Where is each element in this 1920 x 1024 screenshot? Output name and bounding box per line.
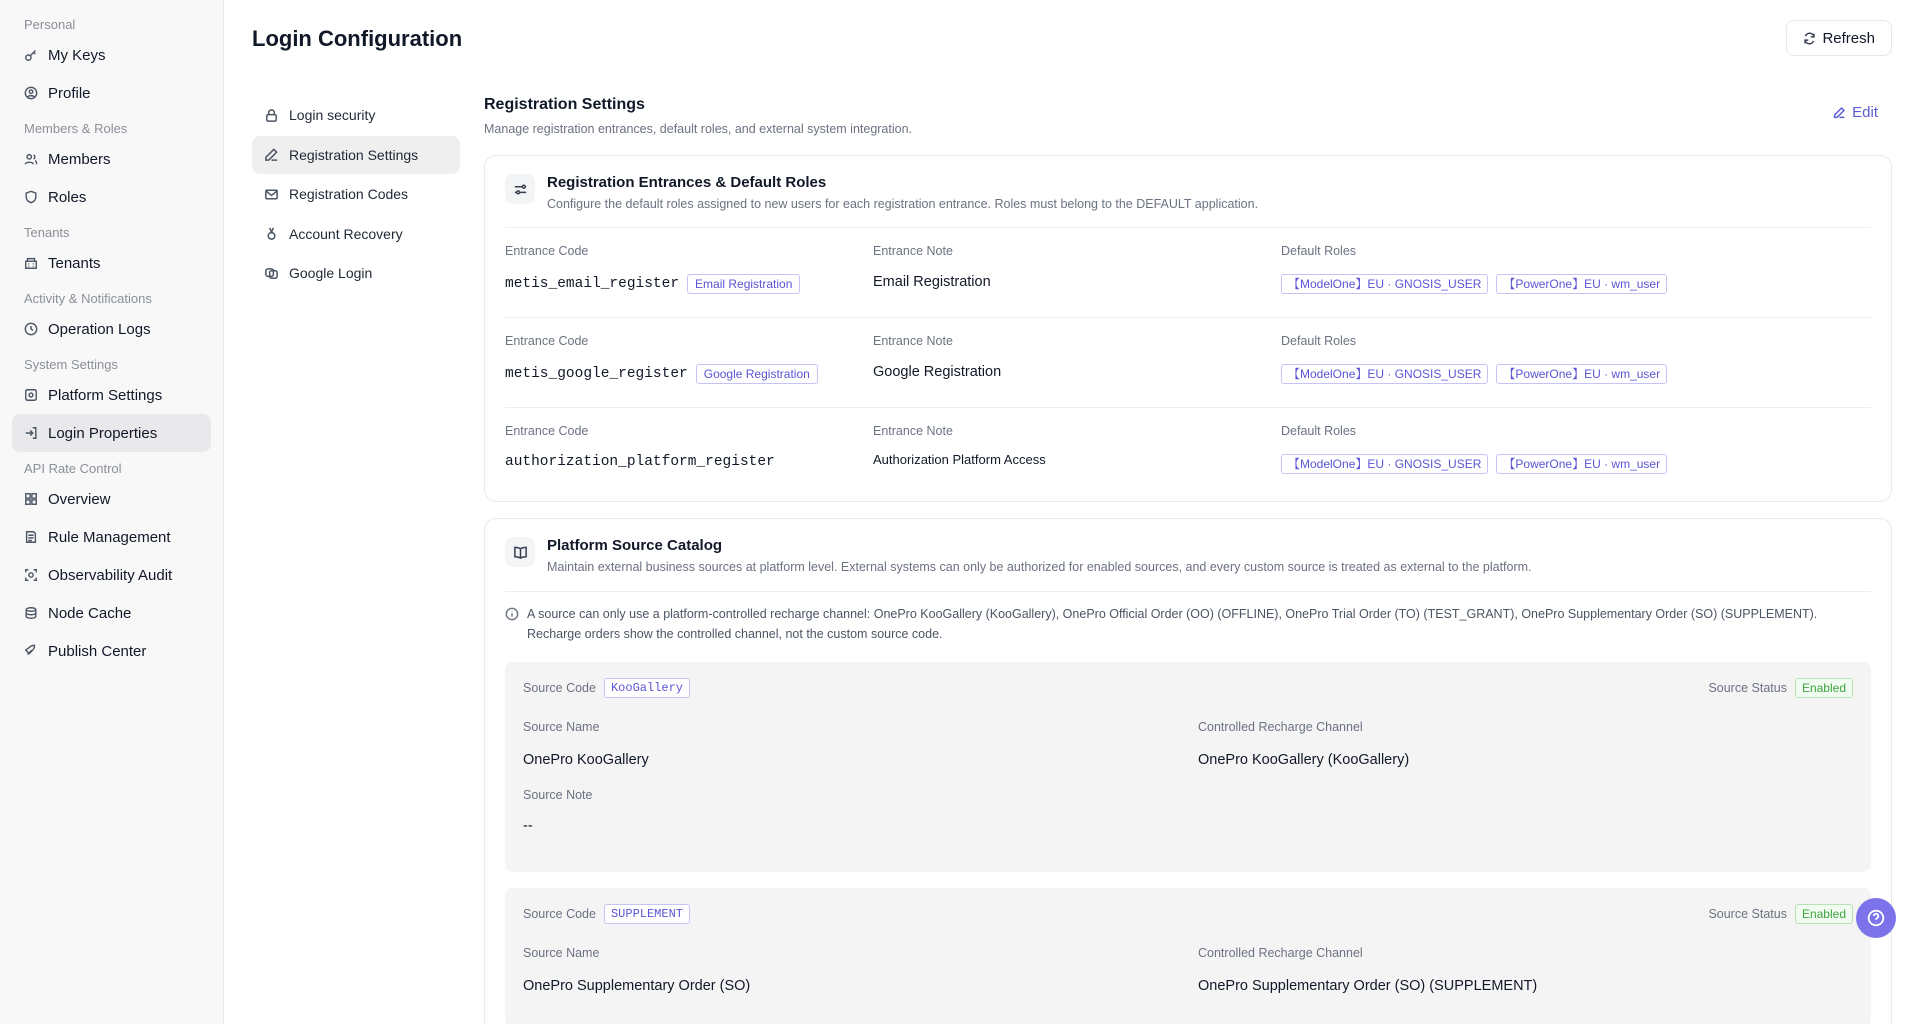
source-code-tag: SUPPLEMENT [604, 904, 690, 924]
edit-button[interactable] [1833, 104, 1878, 121]
sidebar-item-label: Profile [48, 84, 91, 102]
sidebar-item-tenants[interactable] [12, 244, 211, 282]
subnav-label: Registration Settings [289, 146, 419, 163]
subnav-registration-settings[interactable] [252, 136, 460, 174]
sidebar-item-label: Publish Center [48, 642, 147, 660]
source-card-description: Maintain external business sources at platform level. External systems can only be authorized for enabled sources, and every custom source is treated as external to the platform. [547, 560, 1532, 574]
notice-line: Recharge orders show the controlled channel, not the custom source code. [527, 627, 943, 641]
registration-settings-panel [484, 96, 1892, 1024]
entrance-row [485, 408, 1891, 497]
key-icon [24, 48, 38, 62]
sidebar-item-publish-center[interactable] [12, 632, 211, 670]
default-roles-label: Default Roles [1281, 244, 1357, 258]
users-icon [24, 152, 38, 166]
database-icon [24, 606, 38, 620]
recharge-notice [485, 592, 1891, 644]
info-icon [505, 607, 519, 621]
source-name-label: Source Name [523, 946, 600, 960]
sidebar-item-label: Observability Audit [48, 566, 173, 584]
source-name-label: Source Name [523, 720, 600, 734]
main-area [224, 0, 1920, 1024]
google-icon [264, 266, 279, 281]
subnav-label: Login security [289, 107, 376, 123]
entrances-card-title: Registration Entrances & Default Roles [547, 174, 827, 191]
entrance-code: metis_email_register [505, 276, 680, 292]
entrance-note: Authorization Platform Access [873, 452, 1046, 467]
sidebar-item-platform-settings[interactable] [12, 376, 211, 414]
entrance-note-label: Entrance Note [873, 424, 953, 438]
sidebar-item-label: Roles [48, 188, 87, 206]
entrance-code: metis_google_register [505, 366, 688, 382]
sidebar-section-personal: Personal [24, 17, 76, 32]
entrance-note-label: Entrance Note [873, 244, 953, 258]
entrance-note: Google Registration [873, 364, 1002, 380]
pen-icon [264, 147, 279, 162]
notice-line: A source can only use a platform-controlled recharge channel: OnePro KooGallery (KooGallery), OnePro Official Order (OO) (OFFLINE), OnePro Trial Order (TO) (TEST_GRANT), OnePro Supplementary Order (SO) (SUPPLEMENT). [527, 607, 1818, 621]
sidebar-item-profile[interactable] [12, 74, 211, 112]
sidebar-item-members[interactable] [12, 140, 211, 178]
subnav-google-login[interactable] [252, 254, 460, 292]
role-tag: 【PowerOne】EU · wm_user [1496, 454, 1667, 474]
subnav-login-security[interactable] [252, 96, 460, 134]
sidebar-section-activity: Activity & Notifications [24, 291, 152, 306]
sidebar-item-node-cache[interactable] [12, 594, 211, 632]
sidebar-item-label: Tenants [48, 254, 101, 272]
sidebar-item-label: Rule Management [48, 528, 171, 546]
edit-icon [1833, 106, 1846, 119]
entrance-row [485, 318, 1891, 407]
role-tag: 【PowerOne】EU · wm_user [1496, 364, 1667, 384]
sidebar-item-label: Login Properties [48, 424, 158, 442]
rocket-icon [24, 644, 38, 658]
sidebar-item-login-properties[interactable] [12, 414, 211, 452]
rules-icon [24, 530, 38, 544]
entrance-note: Email Registration [873, 274, 991, 290]
source-name: OnePro KooGallery [523, 752, 649, 768]
help-icon [1867, 909, 1885, 927]
entrance-code: authorization_platform_register [505, 454, 775, 470]
section-description: Manage registration entrances, default roles, and external system integration. [484, 122, 913, 136]
refresh-icon [1803, 32, 1816, 45]
channel-label: Controlled Recharge Channel [1198, 720, 1363, 734]
sidebar-item-label: Overview [48, 490, 111, 508]
status-badge: Enabled [1795, 904, 1853, 924]
sidebar-item-rule-management[interactable] [12, 518, 211, 556]
sidebar-item-label: My Keys [48, 46, 106, 64]
login-icon [24, 426, 38, 440]
audit-icon [24, 568, 38, 582]
building-icon [24, 256, 38, 270]
default-roles-label: Default Roles [1281, 424, 1357, 438]
grid-icon [24, 492, 38, 506]
lock-icon [264, 108, 279, 123]
entrance-code-label: Entrance Code [505, 334, 589, 348]
subnav-label: Registration Codes [289, 186, 409, 202]
book-icon [505, 537, 535, 567]
source-note-label: Source Note [523, 788, 593, 802]
sidebar-item-label: Operation Logs [48, 320, 151, 338]
role-tag: 【ModelOne】EU · GNOSIS_USER [1281, 364, 1488, 384]
sidebar-section-members-roles: Members & Roles [24, 121, 128, 136]
entrance-note-label: Entrance Note [873, 334, 953, 348]
subnav-label: Account Recovery [289, 225, 403, 242]
source-catalog-card [484, 518, 1892, 1024]
default-roles-label: Default Roles [1281, 334, 1357, 348]
subnav-account-recovery[interactable] [252, 215, 460, 253]
help-button[interactable] [1856, 898, 1896, 938]
sidebar-item-overview[interactable] [12, 480, 211, 518]
role-tag: 【ModelOne】EU · GNOSIS_USER [1281, 274, 1488, 294]
source-card-title: Platform Source Catalog [547, 537, 723, 554]
recovery-icon [264, 226, 279, 241]
entrance-row [485, 228, 1891, 317]
page-title: Login Configuration [252, 26, 463, 51]
source-item [505, 662, 1871, 872]
sidebar-section-system-settings: System Settings [24, 357, 118, 372]
source-code-tag: KooGallery [604, 678, 690, 698]
shield-icon [24, 190, 38, 204]
entrance-code-label: Entrance Code [505, 244, 589, 258]
role-tag: 【PowerOne】EU · wm_user [1496, 274, 1667, 294]
refresh-label: Refresh [1822, 29, 1875, 47]
sidebar-item-my-keys[interactable] [12, 36, 211, 74]
sidebar-item-observability-audit[interactable] [12, 556, 211, 594]
sidebar-section-api-rate-control: API Rate Control [24, 461, 122, 476]
entrances-card-description: Configure the default roles assigned to new users for each registration entrance. Roles must belong to the DEFAULT application. [547, 197, 1259, 211]
source-name: OnePro Supplementary Order (SO) [523, 978, 751, 994]
sidebar-item-roles[interactable] [12, 178, 211, 216]
sidebar-item-operation-logs[interactable] [12, 310, 211, 348]
section-title: Registration Settings [484, 96, 645, 113]
entrance-tag: Email Registration [687, 274, 800, 294]
recharge-channel: OnePro Supplementary Order (SO) (SUPPLEMENT) [1198, 978, 1538, 994]
edit-label: Edit [1852, 104, 1878, 121]
subnav-registration-codes[interactable] [252, 175, 460, 213]
source-status-label: Source Status [1708, 681, 1787, 695]
sidebar-item-label: Node Cache [48, 604, 132, 622]
settings-subnav [252, 96, 460, 294]
source-code-label: Source Code [523, 681, 596, 695]
sidebar-section-tenants: Tenants [24, 225, 70, 240]
sidebar-item-label: Members [48, 150, 111, 168]
user-circle-icon [24, 86, 38, 100]
refresh-button[interactable] [1786, 20, 1892, 56]
sliders-icon [505, 174, 535, 204]
recharge-channel: OnePro KooGallery (KooGallery) [1198, 752, 1410, 768]
entrance-code-label: Entrance Code [505, 424, 589, 438]
sidebar-item-label: Platform Settings [48, 386, 163, 404]
subnav-label: Google Login [289, 265, 373, 281]
source-item [505, 888, 1871, 1024]
mail-icon [264, 187, 279, 202]
sidebar [0, 0, 224, 1024]
logs-icon [24, 322, 38, 336]
source-note: -- [523, 818, 533, 834]
status-badge: Enabled [1795, 678, 1853, 698]
source-status-label: Source Status [1708, 907, 1787, 921]
settings-icon [24, 388, 38, 402]
source-code-label: Source Code [523, 907, 596, 921]
role-tag: 【ModelOne】EU · GNOSIS_USER [1281, 454, 1488, 474]
entrances-card [484, 155, 1892, 502]
channel-label: Controlled Recharge Channel [1198, 946, 1363, 960]
entrance-tag: Google Registration [696, 364, 818, 384]
